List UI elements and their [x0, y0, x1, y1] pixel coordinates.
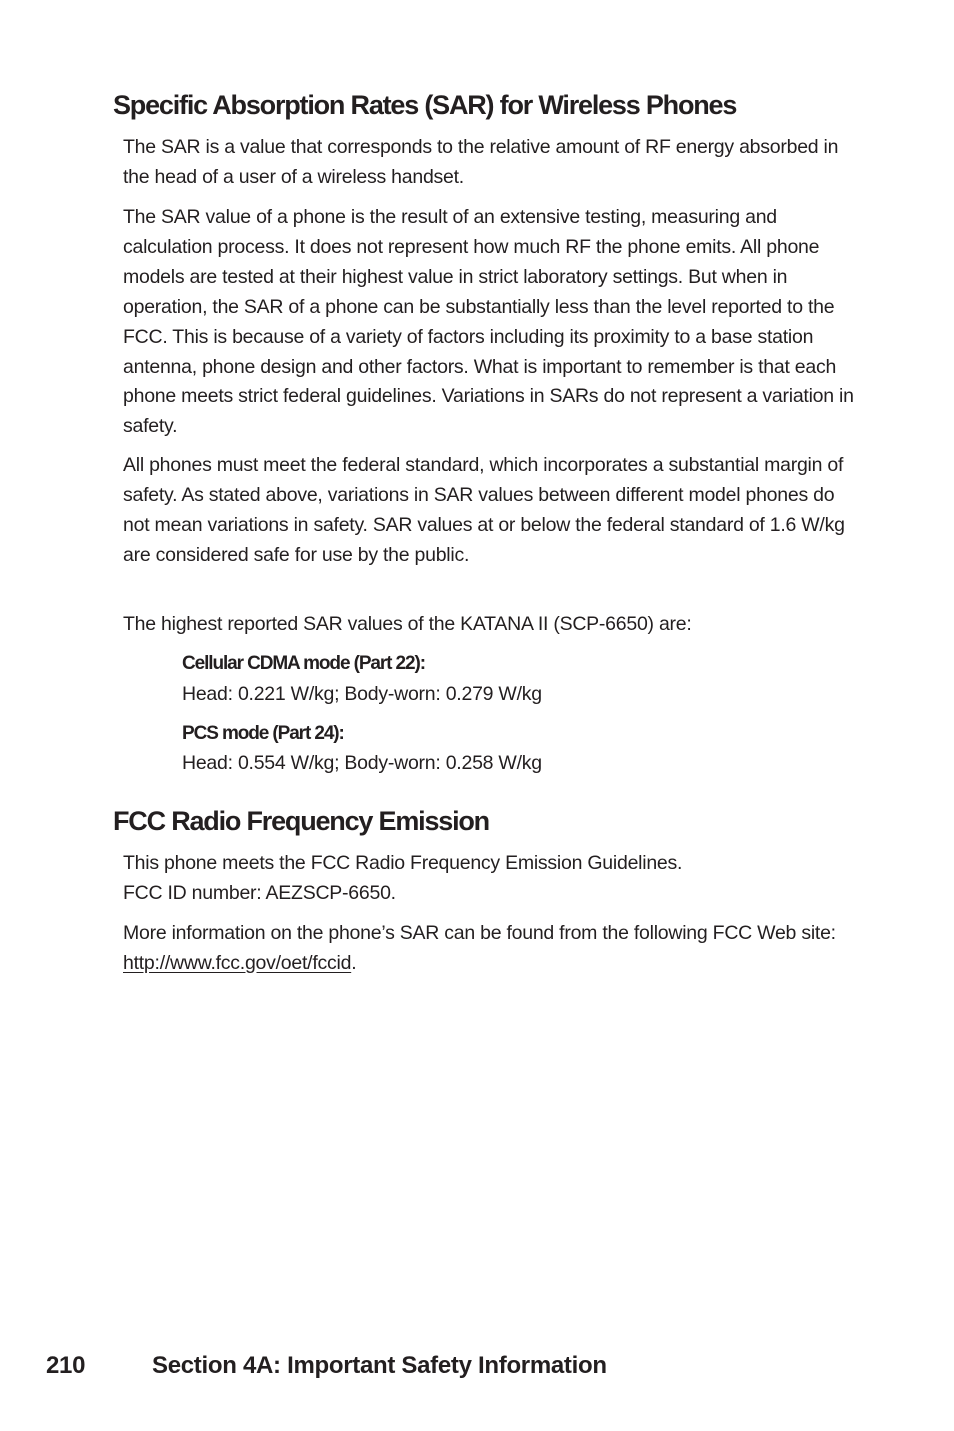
fcc-guidelines-line: This phone meets the FCC Radio Frequency Emission Guidelines. — [123, 852, 683, 874]
cellular-mode-values: Head: 0.221 W/kg; Body-worn: 0.279 W/kg — [182, 683, 542, 705]
sar-paragraph-definition: The SAR is a value that corresponds to the relative amount of RF energy absorbed in the head of a user of a wireless handset. — [123, 136, 839, 188]
section-title: Section 4A: Important Safety Information — [152, 1352, 607, 1379]
fcc-more-info-paragraph — [123, 919, 863, 979]
sar-paragraph-testing: The SAR value of a phone is the result of an extensive testing, measuring and calculation process. It does not represent how much RF the phone emits. All phone models are tested at their highest value in strict laboratory settings. But when in operation, the SAR of a phone can be substantially less than the level reported to the FCC. This is because of a variety of factors including its proximity to a base station antenna, phone design and other factors. What is important to remember is that each phone meets strict federal guidelines. Variations in SARs do not represent a variation in safety. — [123, 206, 854, 438]
more-info-period: . — [351, 951, 357, 974]
pcs-mode-label: PCS mode (Part 24): — [182, 723, 344, 744]
fcc-website-link[interactable]: http://www.fcc.gov/oet/fccid — [123, 951, 352, 974]
fcc-heading: FCC Radio Frequency Emission — [113, 806, 489, 836]
fcc-id-line: FCC ID number: AEZSCP-6650. — [123, 881, 396, 904]
fcc-guidelines-paragraph — [123, 849, 863, 909]
sar-heading: Specific Absorption Rates (SAR) for Wireless Phones — [113, 90, 737, 120]
sar-paragraph-highest-values: The highest reported SAR values of the KATANA II (SCP-6650) are: — [123, 613, 692, 635]
pcs-mode-values: Head: 0.554 W/kg; Body-worn: 0.258 W/kg — [182, 752, 542, 774]
page-number: 210 — [46, 1352, 86, 1379]
more-info-text: More information on the phone’s SAR can be found from the following FCC Web site: — [123, 922, 836, 944]
sar-paragraph-standard: All phones must meet the federal standard, which incorporates a substantial margin of safety. As stated above, variations in SAR values between different model phones do not mean variations in safety. SAR values at or below the federal standard of 1.6 W/kg are considered safe for use by the public. — [123, 454, 845, 566]
cellular-mode-label: Cellular CDMA mode (Part 22): — [182, 653, 425, 674]
